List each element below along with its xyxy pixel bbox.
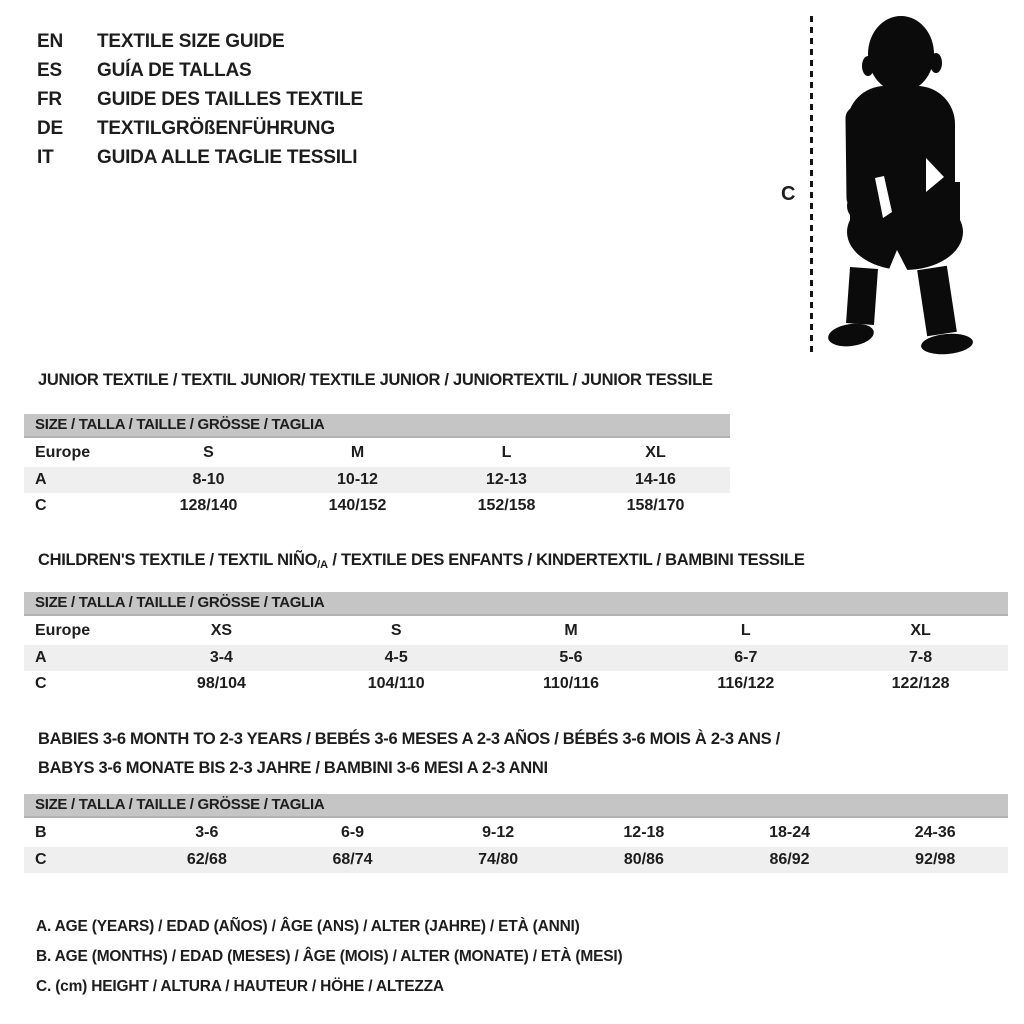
junior-table-header: SIZE / TALLA / TAILLE / GRÖSSE / TAGLIA [24,414,730,438]
language-title: GUIDA ALLE TAGLIE TESSILI [97,147,358,168]
babies-title-line1: BABIES 3-6 MONTH TO 2-3 YEARS / BEBÉS 3-6 MESES A 2-3 AÑOS / BÉBÉS 3-6 MOIS À 2-3 ANS / [38,730,780,748]
age-cell: 3-6 [195,823,219,841]
height-cell: 116/122 [717,675,775,692]
row-label: C [35,851,47,868]
age-cell: 24-36 [914,823,956,841]
children-size-table [24,592,1008,697]
size-cell: XS [210,621,233,639]
table-row [24,818,1008,847]
language-row-it [37,143,363,172]
height-measure-dotted-line [810,16,813,354]
table-row [24,467,730,493]
table-row [24,671,1008,697]
language-title: GUIDE DES TAILLES TEXTILE [97,89,363,110]
children-table-header: SIZE / TALLA / TAILLE / GRÖSSE / TAGLIA [24,592,1008,616]
size-cell: M [564,621,578,639]
table-row [24,645,1008,671]
age-cell: 18-24 [769,823,810,841]
row-label: A [35,471,47,488]
row-label: C [35,675,47,692]
babies-title-line2: BABYS 3-6 MONATE BIS 2-3 JAHRE / BAMBINI 3-6 MESI A 2-3 ANNI [38,759,548,777]
footnote-age-months: B. AGE (MONTHS) / EDAD (MESES) / ÂGE (MOIS) / ALTER (MONATE) / ETÀ (MESI) [36,948,623,965]
size-cell: XL [645,443,666,461]
size-cell: L [740,621,751,639]
height-cell: 86/92 [769,851,810,868]
height-cell: 104/110 [367,675,425,692]
language-code: EN [37,31,63,52]
language-code: ES [37,60,62,81]
table-row [24,616,1008,645]
age-cell: 3-4 [209,649,233,666]
language-code: DE [37,118,63,139]
height-cell: 140/152 [328,497,387,514]
language-title-list [37,27,363,172]
row-label: Europe [35,621,91,639]
footnote-age-years: A. AGE (YEARS) / EDAD (AÑOS) / ÂGE (ANS) / ALTER (JAHRE) / ETÀ (ANNI) [36,918,580,935]
height-cell: 80/86 [623,851,664,868]
language-code: IT [37,147,54,168]
height-cell: 128/140 [179,497,238,514]
row-label: Europe [35,443,91,461]
size-cell: XL [910,621,931,639]
age-cell: 7-8 [909,649,933,666]
table-row [24,438,730,467]
children-title-part1: CHILDREN'S TEXTILE / TEXTIL NIÑO [38,551,318,569]
footnote-height-cm: C. (cm) HEIGHT / ALTURA / HAUTEUR / HÖHE / ALTEZZA [36,978,444,995]
language-title: GUÍA DE TALLAS [97,60,252,81]
height-cell: 158/170 [626,497,685,514]
height-cell: 152/158 [477,497,536,514]
language-title: TEXTILE SIZE GUIDE [97,31,285,52]
row-label: C [35,497,47,514]
size-cell: L [501,443,512,461]
language-row-de [37,114,363,143]
row-label: A [35,649,47,666]
children-title-part2: / TEXTILE DES ENFANTS / KINDERTEXTIL / BAMBINI TESSILE [328,551,805,569]
height-cell: 122/128 [891,675,950,692]
height-measure-label: C [781,183,796,205]
size-cell: S [390,621,402,639]
height-cell: 62/68 [186,851,227,868]
row-label: B [35,823,47,841]
height-cell: 68/74 [332,851,373,868]
babies-table-header: SIZE / TALLA / TAILLE / GRÖSSE / TAGLIA [24,794,1008,818]
height-cell: 92/98 [915,851,956,868]
children-section-title [38,550,805,576]
age-cell: 5-6 [559,649,583,666]
age-cell: 8-10 [192,471,225,488]
size-cell: S [203,443,214,461]
language-code: FR [37,89,62,110]
language-row-es [37,56,363,85]
age-cell: 6-9 [340,823,365,841]
language-title: TEXTILGRÖßENFÜHRUNG [97,118,335,139]
table-row [24,493,730,519]
table-row [24,847,1008,873]
language-row-fr [37,85,363,114]
height-cell: 74/80 [478,851,519,868]
age-cell: 12-18 [623,823,665,841]
junior-size-table [24,414,730,519]
age-cell: 6-7 [734,649,758,666]
junior-section-title: JUNIOR TEXTILE / TEXTIL JUNIOR/ TEXTILE JUNIOR / JUNIORTEXTIL / JUNIOR TESSILE [38,371,713,389]
footnote-legend [36,912,622,1002]
toddler-silhouette-icon [820,10,980,355]
age-cell: 12-13 [486,471,527,488]
age-cell: 4-5 [384,649,408,666]
age-cell: 14-16 [635,471,676,488]
babies-size-table [24,794,1008,873]
children-title-subscript: /A [317,559,329,571]
size-cell: M [350,443,365,461]
language-row-en [37,27,363,56]
babies-section-title [38,725,780,783]
age-cell: 10-12 [337,471,378,488]
height-cell: 98/104 [196,675,246,692]
age-cell: 9-12 [482,823,515,841]
height-cell: 110/116 [542,675,600,692]
